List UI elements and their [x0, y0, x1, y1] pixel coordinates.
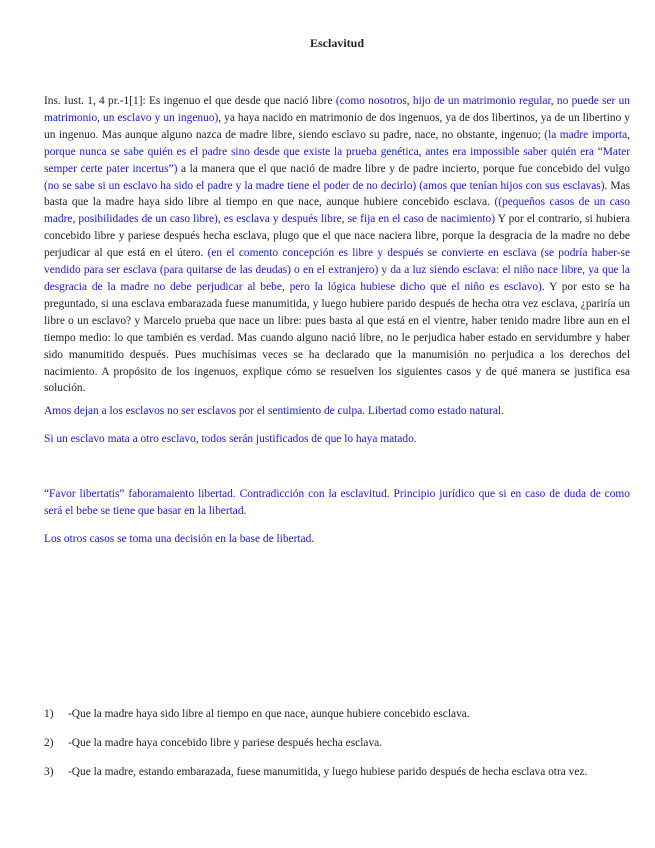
main-paragraph — [44, 93, 630, 397]
cases-list — [44, 706, 630, 781]
text-segment: Y por el contrario, si hubiera concebido libre y pariese después hecha esclava, plugo que el que nace naciera libre, porque la desgracia de la madre no debe perjudicar al que está en el útero. — [44, 213, 630, 260]
list-text: -Que la madre, estando embarazada, fuese manumitida, y luego hubiese parido después de hecha esclava otra vez. — [68, 765, 588, 778]
annotation: (como nosotros, hijo de un matrimonio regular, no puede ser un matrimonio, un esclavo y un ingenuo) — [44, 95, 631, 124]
list-text: -Que la madre haya sido libre al tiempo en que nace, aunque hubiere concebido esclava. — [68, 708, 470, 720]
text-segment: a la manera que el que nació de madre libre y de padre incierto, porque fue concebido del vulgo — [177, 162, 631, 175]
note-paragraph: “Favor libertatis” faboramaiento libertad. Contradicción con la esclavitud. Principio jurídico que si en caso de duda de como será el bebe se tiene que basar en la libertad. — [44, 488, 630, 518]
note-paragraph: Amos dejan a los esclavos no ser esclavos por el sentimiento de culpa. Libertad como estado natural. — [44, 405, 504, 418]
annotation: (en el comento concepción es libre y después se convierte en esclava (se podría haber-se vendido para ser esclava (para quitarse de las deudas) o en el extranjero) y da a luz siendo esclava: el niño nace libre, ya que la desgracia de la madre no debe perjudicar al bebe, pero la lógica hubiese dicho que el niño es esclavo) — [44, 247, 631, 293]
document-page — [44, 36, 630, 548]
list-number: 3) — [44, 765, 54, 778]
page-title: Esclavitud — [309, 36, 364, 50]
list-number: 2) — [44, 736, 54, 749]
note-paragraph: Si un esclavo mata a otro esclavo, todos serán justificados de que lo haya matado. — [44, 433, 417, 446]
text-segment: Ins. Iust. 1, 4 pr.-1[1]: Es ingenuo el que desde que nació libre — [44, 95, 336, 107]
text-segment: , ya haya nacido en matrimonio de dos ingenuos, ya de dos libertinos, ya de un libertino y un ingenuo. Mas aunque alguno nazca de madre libre, siendo esclavo su padre, nace, no obstante, ingenuo; — [44, 111, 630, 141]
text-segment: . Y por esto se ha preguntado, si una esclava embarazada fuese manumitida, y luego hubiere parido después de hecha otra vez esclava, ¿pariría un libre o un esclavo? y Marcelo prueba que nace un libre: pues basta al que está en el vientre, haber tenido madre libre aun en el tiempo medio: lo que también es verdad. Mas cuando alguno nació libre, no le perjudica haber estado en servidumbre y haber sido manumitido después. Pues muchísimas veces se ha declarado que la manumisión no perjudica a los derechos del nacimiento. A propósito de los ingenuos, explique cómo se resuelven los siguientes casos y de qué manera se justifica esa solución. — [44, 280, 630, 395]
annotation: (la madre importa, porque nunca se sabe quién es el padre sino desde que existe la prueba genética, antes era impossible saber quién era “Mater semper certe pater incertus”) — [44, 128, 630, 175]
list-text: -Que la madre haya concebido libre y pariese después hecha esclava. — [68, 736, 383, 749]
annotation: ((pequeños casos de un caso madre, posibilidades de un caso libre), es esclava y después libre, se fija en el caso de nacimiento) — [44, 196, 630, 226]
list-item — [44, 764, 630, 781]
list-number: 1) — [44, 708, 54, 720]
note-paragraph: Los otros casos se toma una decisión en la base de libertad. — [44, 532, 315, 545]
annotation: (no se sabe si un esclavo ha sido el padre y la madre tiene el poder de no decirlo) (amos que tenían hijos con sus esclavas) — [44, 179, 605, 192]
list-item — [44, 735, 630, 752]
list-item — [44, 706, 630, 723]
text-segment: . Mas basta que la madre haya sido libre al tiempo en que nace, aunque hubiere concebido esclava. — [44, 179, 631, 209]
